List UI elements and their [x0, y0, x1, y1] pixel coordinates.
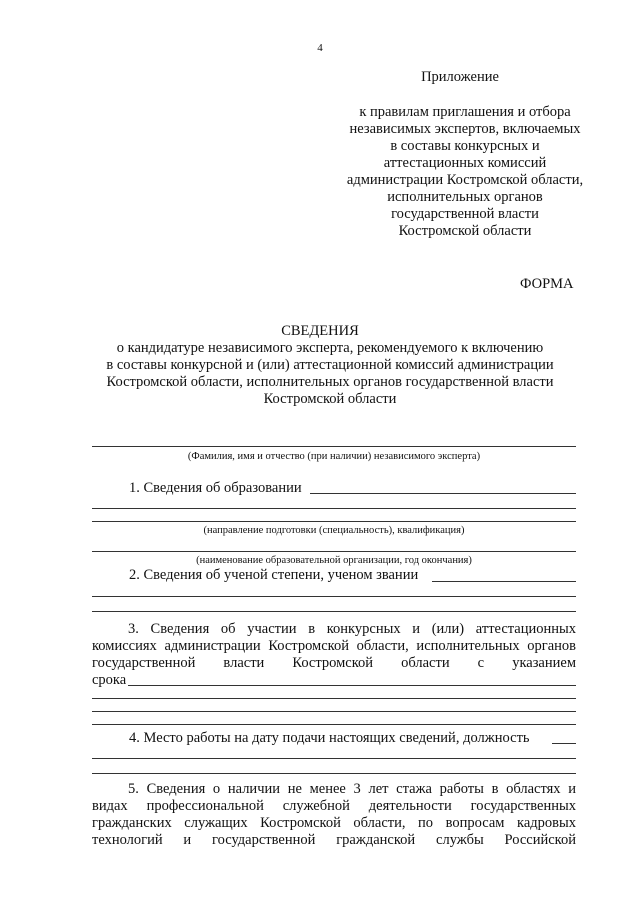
heading-line: о кандидатуре независимого эксперта, рекомендуемого к включению — [116, 340, 544, 356]
annex-line: в составы конкурсных и — [390, 138, 540, 154]
workplace-field-line[interactable] — [552, 743, 576, 744]
commissions-field-line[interactable] — [128, 685, 576, 686]
experience-paragraph — [92, 781, 576, 849]
annex-line: администрации Костромской области, — [346, 172, 584, 188]
annex-lines — [330, 104, 600, 240]
workplace-field-line-2[interactable] — [92, 758, 576, 759]
heading-subtitle — [80, 340, 580, 408]
fio-field-line[interactable] — [92, 446, 576, 447]
commissions-field-line-3[interactable] — [92, 711, 576, 712]
heading-line: Костромской области — [263, 391, 397, 407]
workplace-label: 4. Место работы на дату подачи настоящих сведений, должность — [129, 730, 530, 746]
heading-line: в составы конкурсной и (или) аттестационной комиссий администрации — [106, 357, 554, 373]
education-org-hint: (наименование образовательной организации, год окончания) — [196, 555, 472, 566]
experience-line: технологий и государственной гражданской службы Российской — [92, 832, 576, 848]
education-field-line[interactable] — [310, 493, 576, 494]
annex-line: аттестационных комиссий — [383, 155, 547, 171]
education-org-line[interactable] — [92, 551, 576, 552]
experience-line: видах профессиональной служебной деятельности государственных — [92, 798, 576, 814]
fio-hint: (Фамилия, имя и отчество (при наличии) независимого эксперта) — [187, 451, 481, 462]
experience-line: гражданских служащих Костромской области, по вопросам кадровых — [92, 815, 576, 831]
commissions-line: комиссиях администрации Костромской области, исполнительных органов — [92, 638, 576, 654]
heading-title: СВЕДЕНИЯ — [281, 323, 359, 339]
annex-line: независимых экспертов, включаемых — [349, 121, 581, 137]
commissions-field-line-4[interactable] — [92, 724, 576, 725]
annex-line: исполнительных органов — [387, 189, 543, 205]
annex-title: Приложение — [421, 69, 499, 85]
education-field-line-3[interactable] — [92, 521, 576, 522]
degree-field-line-3[interactable] — [92, 611, 576, 612]
experience-line: 5. Сведения о наличии не менее 3 лет стажа работы в областях и — [128, 781, 576, 797]
commissions-field-line-2[interactable] — [92, 698, 576, 699]
degree-field-line[interactable] — [432, 581, 576, 582]
commissions-paragraph — [92, 621, 576, 672]
education-direction-hint: (направление подготовки (специальность), квалификация) — [203, 525, 465, 536]
education-label: 1. Сведения об образовании — [129, 480, 302, 496]
annex-line: к правилам приглашения и отбора — [359, 104, 571, 120]
degree-label: 2. Сведения об ученой степени, ученом звании — [129, 567, 419, 583]
degree-field-line-2[interactable] — [92, 596, 576, 597]
form-label: ФОРМА — [520, 276, 574, 292]
annex-line: Костромской области — [398, 223, 532, 239]
education-field-line-2[interactable] — [92, 508, 576, 509]
page-number: 4 — [317, 42, 323, 54]
commissions-term-label: срока — [92, 672, 127, 688]
annex-line: государственной власти — [391, 206, 539, 222]
commissions-line: государственной власти Костромской области с указанием — [92, 655, 576, 671]
heading-line: Костромской области, исполнительных органов государственной власти — [106, 374, 554, 390]
workplace-field-line-3[interactable] — [92, 773, 576, 774]
commissions-line: 3. Сведения об участии в конкурсных и (или) аттестационных — [128, 621, 576, 637]
